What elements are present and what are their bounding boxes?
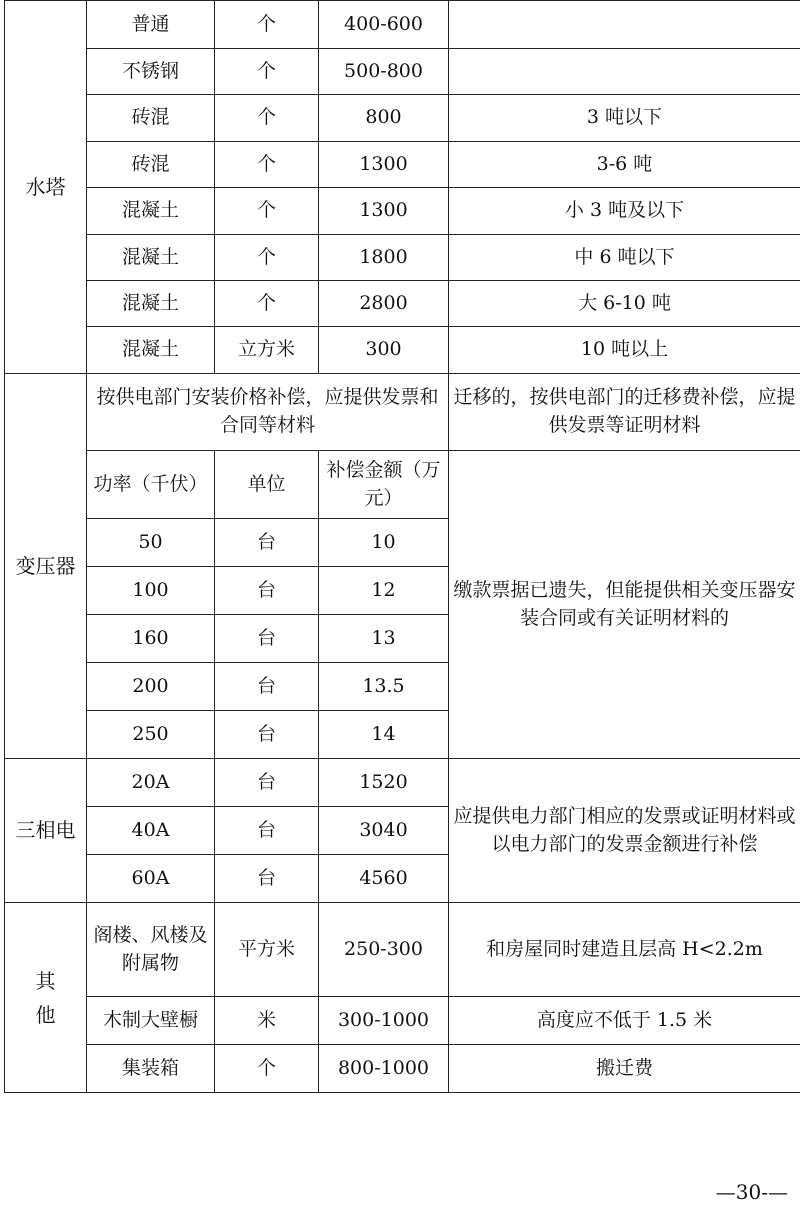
item-unit: 个 xyxy=(215,95,319,142)
item-amount: 1300 xyxy=(319,142,449,188)
item-unit: 台 xyxy=(215,855,319,903)
item-amount: 1520 xyxy=(319,759,449,807)
table-row xyxy=(5,95,800,142)
item-amount: 400-600 xyxy=(319,1,449,49)
item-type: 混凝土 xyxy=(87,281,215,327)
item-type: 混凝土 xyxy=(87,327,215,374)
item-amount: 800 xyxy=(319,95,449,142)
item-note: 搬迁费 xyxy=(449,1045,800,1093)
item-amount: 13.5 xyxy=(319,663,449,711)
header-power: 功率（千伏） xyxy=(87,451,215,519)
item-type: 20A xyxy=(87,759,215,807)
item-amount: 1300 xyxy=(319,188,449,235)
table-row xyxy=(5,327,800,374)
table-row xyxy=(5,997,800,1045)
item-power: 100 xyxy=(87,567,215,615)
item-amount: 800-1000 xyxy=(319,1045,449,1093)
item-amount: 13 xyxy=(319,615,449,663)
category-water-tower: 水塔 xyxy=(5,1,87,374)
item-amount: 500-800 xyxy=(319,49,449,95)
item-amount: 300 xyxy=(319,327,449,374)
item-unit: 台 xyxy=(215,759,319,807)
category-three-phase: 三相电 xyxy=(5,759,87,903)
transformer-intro-right: 迁移的，按供电部门的迁移费补偿，应提供发票等证明材料 xyxy=(449,374,800,451)
item-type: 砖混 xyxy=(87,95,215,142)
table-header-row xyxy=(5,451,800,519)
item-unit: 个 xyxy=(215,49,319,95)
table-row xyxy=(5,903,800,997)
item-unit: 台 xyxy=(215,567,319,615)
item-type: 普通 xyxy=(87,1,215,49)
table-row xyxy=(5,759,800,807)
item-unit: 平方米 xyxy=(215,903,319,997)
table-row xyxy=(5,188,800,235)
item-unit: 台 xyxy=(215,711,319,759)
item-unit: 个 xyxy=(215,281,319,327)
category-other xyxy=(5,903,87,1093)
table-row xyxy=(5,281,800,327)
item-unit: 立方米 xyxy=(215,327,319,374)
item-amount: 4560 xyxy=(319,855,449,903)
category-other-char-2: 他 xyxy=(35,1002,56,1027)
compensation-table xyxy=(4,0,800,1093)
item-type: 不锈钢 xyxy=(87,49,215,95)
item-note: 高度应不低于 1.5 米 xyxy=(449,997,800,1045)
item-power: 250 xyxy=(87,711,215,759)
table-row xyxy=(5,1045,800,1093)
item-unit: 个 xyxy=(215,1045,319,1093)
item-unit: 个 xyxy=(215,235,319,281)
item-amount: 3040 xyxy=(319,807,449,855)
table-row xyxy=(5,374,800,451)
item-amount: 2800 xyxy=(319,281,449,327)
item-type: 60A xyxy=(87,855,215,903)
item-unit: 个 xyxy=(215,142,319,188)
item-note: 大 6-10 吨 xyxy=(449,281,800,327)
item-unit: 台 xyxy=(215,663,319,711)
item-note: 中 6 吨以下 xyxy=(449,235,800,281)
item-amount: 250-300 xyxy=(319,903,449,997)
table-row xyxy=(5,49,800,95)
item-power: 200 xyxy=(87,663,215,711)
item-note: 和房屋同时建造且层高 H<2.2m xyxy=(449,903,800,997)
item-type: 混凝土 xyxy=(87,235,215,281)
table-row xyxy=(5,1,800,49)
header-amount: 补偿金额（万元） xyxy=(319,451,449,519)
three-phase-note: 应提供电力部门相应的发票或证明材料或以电力部门的发票金额进行补偿 xyxy=(449,759,800,903)
item-amount: 12 xyxy=(319,567,449,615)
item-note xyxy=(449,49,800,95)
item-type: 混凝土 xyxy=(87,188,215,235)
transformer-note: 缴款票据已遗失，但能提供相关变压器安装合同或有关证明材料的 xyxy=(449,451,800,759)
item-type: 集装箱 xyxy=(87,1045,215,1093)
item-amount: 1800 xyxy=(319,235,449,281)
item-unit: 米 xyxy=(215,997,319,1045)
table-row xyxy=(5,235,800,281)
category-other-char-1: 其 xyxy=(35,968,56,993)
item-amount: 300-1000 xyxy=(319,997,449,1045)
item-unit: 个 xyxy=(215,1,319,49)
item-note: 3 吨以下 xyxy=(449,95,800,142)
item-amount: 14 xyxy=(319,711,449,759)
item-power: 160 xyxy=(87,615,215,663)
item-note xyxy=(449,1,800,49)
item-note: 小 3 吨及以下 xyxy=(449,188,800,235)
item-unit: 个 xyxy=(215,188,319,235)
category-transformer: 变压器 xyxy=(5,374,87,759)
item-amount: 10 xyxy=(319,519,449,567)
item-type: 阁楼、风楼及附属物 xyxy=(87,903,215,997)
transformer-intro-left: 按供电部门安装价格补偿，应提供发票和合同等材料 xyxy=(87,374,449,451)
item-type: 40A xyxy=(87,807,215,855)
item-note: 3-6 吨 xyxy=(449,142,800,188)
table-row xyxy=(5,142,800,188)
item-unit: 台 xyxy=(215,615,319,663)
page-number: —30-— xyxy=(715,1180,788,1204)
item-power: 50 xyxy=(87,519,215,567)
header-unit: 单位 xyxy=(215,451,319,519)
item-note: 10 吨以上 xyxy=(449,327,800,374)
item-type: 木制大壁橱 xyxy=(87,997,215,1045)
item-unit: 台 xyxy=(215,807,319,855)
item-type: 砖混 xyxy=(87,142,215,188)
item-unit: 台 xyxy=(215,519,319,567)
